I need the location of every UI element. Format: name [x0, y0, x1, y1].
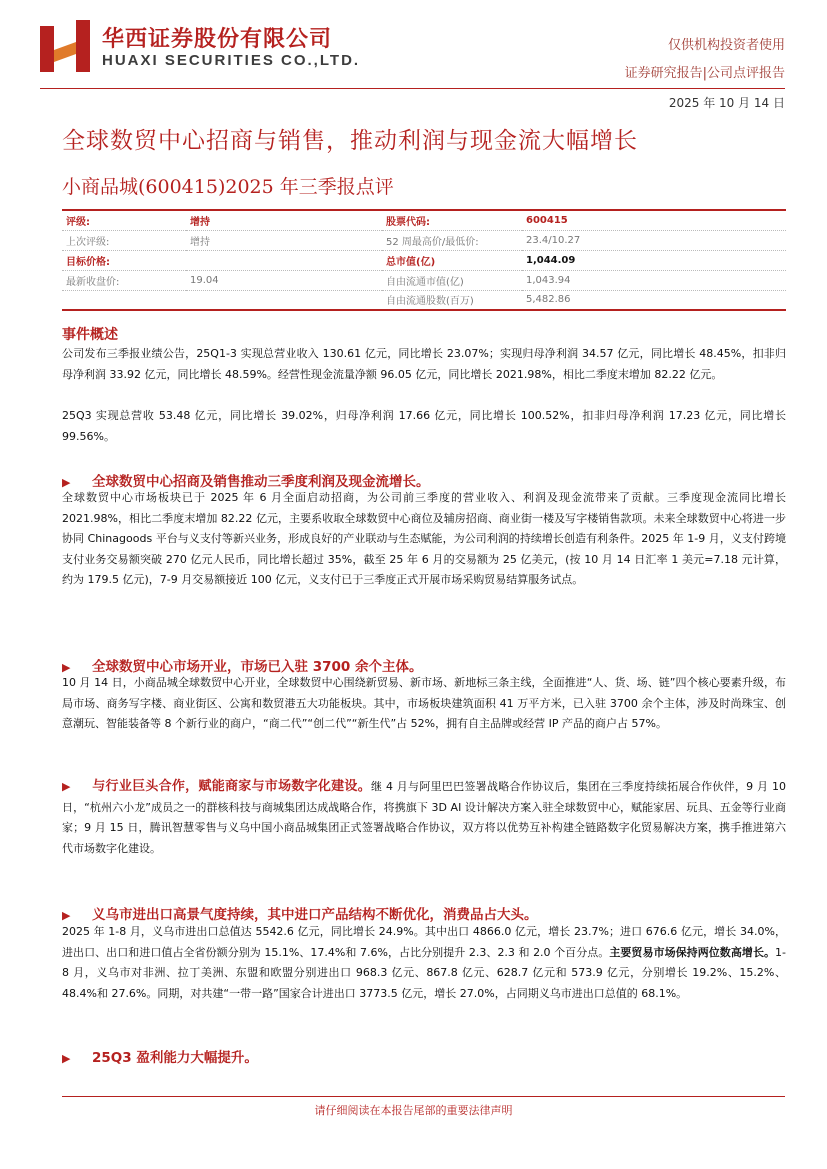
triangle-bullet-icon: ▶	[62, 476, 71, 489]
footer-divider	[62, 1096, 785, 1097]
table-cell: 增持	[186, 210, 382, 230]
header-divider	[40, 88, 785, 89]
table-cell: 增持	[186, 230, 382, 250]
section-heading-text: 与行业巨头合作，赋能商家与市场数字化建设。	[92, 779, 371, 794]
table-cell: 上次评级:	[62, 230, 186, 250]
table-row	[62, 210, 786, 230]
section-heading-2	[62, 655, 422, 675]
triangle-bullet-icon: ▶	[62, 1052, 71, 1065]
section-body-4b: 1-8 月，义乌市对非洲、拉丁美洲、东盟和欧盟分别进出口 968.3 亿元、867.8 亿元、628.7 亿元和 573.9 亿元，分别增长 19.2%、15.2%、48.4%和 27.6%。同期，对共建“一带一路”国家合计进出口 3773.5 亿元，增长 27.0%，占同期义乌市进出口总值的 68.1%。	[62, 945, 787, 1000]
event-overview-heading: 事件概述	[62, 327, 118, 343]
table-cell: 总市值(亿)	[382, 250, 522, 270]
section-heading-text: 全球数贸中心市场开业，市场已入驻 3700 余个主体。	[92, 659, 423, 675]
event-paragraph-1: 公司发布三季报业绩公告，25Q1-3 实现总营业收入 130.61 亿元，同比增长 23.07%；实现归母净利润 34.57 亿元，同比增长 48.45%，扣非归母净利润 33.92 亿元，同比增长 48.59%。经营性现金流量净额 96.05 亿元，同比增长 2021.98%，相比二季度末增加 82.22 亿元。	[62, 347, 786, 381]
section-heading-1	[62, 470, 430, 490]
section-body-1: 全球数贸中心市场板块已于 2025 年 6 月全面启动招商，为公司前三季度的营业收入、利润及现金流带来了贡献。三季度现金流同比增长 2021.98%，相比二季度末增加 82.22 亿元，主要系收取全球数贸中心商位及辅房招商、商业街一楼及写字楼销售款项。未来全球数贸中心将进一步协同 Chinagoods 平台与义支付等新兴业务，形成良好的产业联动与生态赋能，为公司利润的持续增长创造有利条件。2025 年 1-9 月，义支付跨境支付业务交易额突破 270 亿元人民币，同比增长超过 35%，截至 25 年 6 月的交易额为 25 亿美元，(按 10 月 14 日汇率 1 美元=7.18 元计算，约为 179.5 亿元)，7-9 月交易额接近 100 亿元，义支付已于三季度正式开展市场采购贸易结算服务试点。	[62, 491, 786, 586]
page-subtitle: 小商品城(600415)2025 年三季报点评	[62, 176, 394, 198]
table-cell	[62, 290, 186, 310]
company-name-cn: 华西证券股份有限公司	[102, 26, 333, 52]
section-heading-text: 25Q3 盈利能力大幅提升。	[92, 1050, 258, 1066]
section-heading-text: 义乌市进出口高景气度持续，其中进口产品结构不断优化，消费品占大头。	[92, 907, 538, 923]
audience-note: 仅供机构投资者使用	[667, 38, 785, 53]
stock-info-table	[62, 209, 786, 311]
section-body-4a: 2025 年 1-8 月，义乌市进出口总值达 5542.6 亿元，同比增长 24.9%。其中出口 4866.0 亿元，增长 23.7%；进口 676.6 亿元，增长 34.0%，进出口、出口和进口值占全省份额分别为 15.1%、17.4%和 7.6%，占比分别提升 2.3、2.3 和 2.0 个百分点。	[62, 925, 786, 959]
table-cell: 52 周最高价/最低价:	[382, 230, 522, 250]
section-heading-text: 全球数贸中心招商及销售推动三季度利润及现金流增长。	[92, 474, 430, 490]
table-cell: 自由流通股数(百万)	[382, 290, 522, 310]
legal-notice: 请仔细阅读在本报告尾部的重要法律声明	[314, 1104, 513, 1117]
section-heading-5	[62, 1046, 258, 1066]
table-cell: 股票代码:	[382, 210, 522, 230]
company-name-en: HUAXI SECURITIES CO.,LTD.	[102, 52, 361, 69]
table-cell	[186, 290, 382, 310]
table-cell: 目标价格:	[62, 250, 186, 270]
table-cell: 600415	[522, 210, 786, 230]
triangle-bullet-icon: ▶	[62, 909, 71, 922]
table-cell: 19.04	[186, 270, 382, 290]
report-date: 2025 年 10 月 14 日	[668, 96, 785, 110]
table-cell: 5,482.86	[522, 290, 786, 310]
table-cell: 1,043.94	[522, 270, 786, 290]
triangle-bullet-icon: ▶	[62, 661, 71, 674]
triangle-bullet-icon: ▶	[62, 780, 71, 793]
page-title: 全球数贸中心招商与销售，推动利润与现金流大幅增长	[62, 128, 638, 154]
table-row	[62, 270, 786, 290]
table-cell: 1,044.09	[522, 250, 786, 270]
report-type: 证券研究报告|公司点评报告	[624, 66, 785, 81]
section-body-4	[62, 922, 786, 1004]
table-row	[62, 250, 786, 270]
section-body-3: 继 4 月与阿里巴巴签署战略合作协议后，集团在三季度持续拓展合作伙伴，9 月 10 日，“杭州六小龙”成员之一的群核科技与商城集团达成战略合作，将携旗下 3D AI 设计解决方案入驻全球数贸中心，赋能家居、玩具、五金等行业商家；9 月 15 日，腾讯智慧零售与义乌中国小商品城集团正式签署战略合作协议，双方将以优势互补构建全链路数字化贸易解决方案，携手推进第六代市场数字化建设。	[62, 780, 786, 855]
section-3	[62, 777, 786, 859]
table-cell: 自由流通市值(亿)	[382, 270, 522, 290]
section-heading-4	[62, 903, 538, 923]
table-cell: 评级:	[62, 210, 186, 230]
table-cell: 最新收盘价:	[62, 270, 186, 290]
table-row	[62, 290, 786, 310]
table-cell	[186, 250, 382, 270]
table-cell: 23.4/10.27	[522, 230, 786, 250]
company-logo	[40, 20, 90, 72]
section-heading-3	[62, 779, 371, 794]
section-body-4-emphasis: 主要贸易市场保持两位数高增长。	[609, 945, 776, 959]
section-body-2: 10 月 14 日，小商品城全球数贸中心开业，全球数贸中心围绕新贸易、新市场、新地标三条主线，全面推进“人、货、场、链”四个核心要素升级，布局市场、商务写字楼、商业街区、公寓和数贸港五大功能板块。其中，市场板块建筑面积 41 万平方米，已入驻 3700 余个主体，涉及时尚珠宝、创意潮玩、智能装备等 8 个新行业的商户，“商二代”“创二代”“新生代”占 52%，拥有自主品牌或经营 IP 产品的商户占 57%。	[62, 676, 786, 730]
table-row	[62, 230, 786, 250]
event-paragraph-2: 25Q3 实现总营收 53.48 亿元，同比增长 39.02%，归母净利润 17.66 亿元，同比增长 100.52%，扣非归母净利润 17.23 亿元，同比增长 99.56%。	[62, 409, 786, 443]
